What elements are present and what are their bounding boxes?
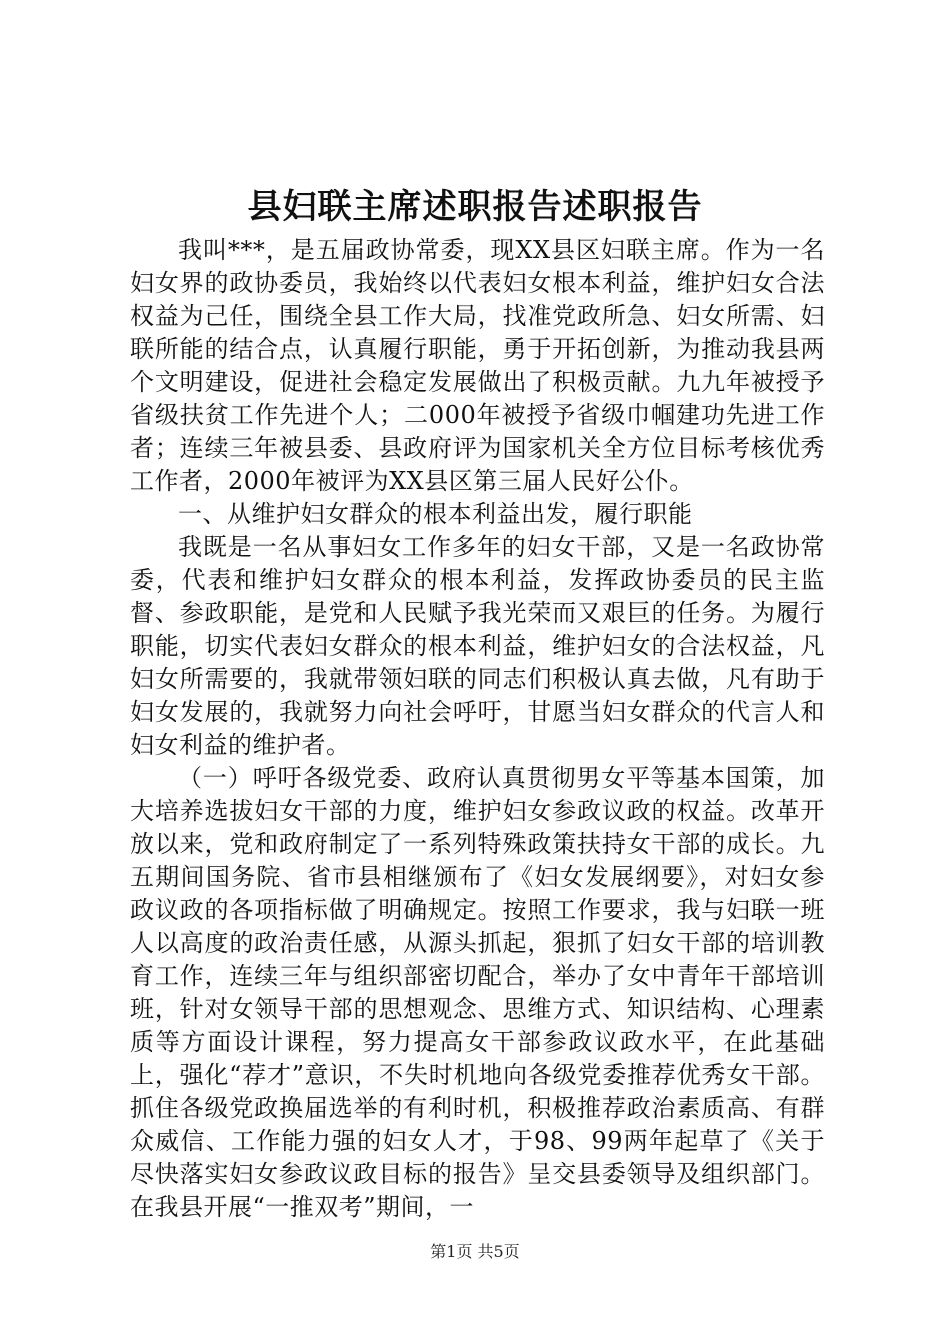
paragraph-intro: 我叫***，是五届政协常委，现XX县区妇联主席。作为一名妇女界的政协委员，我始终以代表妇女根本利益，维护妇女合法权益为己任，围绕全县工作大局，找准党政所急、妇女所需、妇联所能的结合点，认真履行职能，勇于开拓创新，为推动我县两个文明建设，促进社会稳定发展做出了积极贡献。九九年被授予省级扶贫工作先进个人；二000年被授予省级巾帼建功先进工作者；连续三年被县委、县政府评为国家机关全方位目标考核优秀工作者，2000年被评为XX县区第三届人民好公仆。 xyxy=(130,236,825,495)
document-body xyxy=(130,234,825,1224)
paragraph-subsection-1: （一）呼吁各级党委、政府认真贯彻男女平等基本国策，加大培养选拔妇女干部的力度，维护妇女参政议政的权益。改革开放以来，党和政府制定了一系列特殊政策扶持女干部的成长。九五期间国务院、省市县相继颁布了《妇女发展纲要》，对妇女参政议政的各项指标做了明确规定。按照工作要求，我与妇联一班人以高度的政治责任感，从源头抓起，狠抓了妇女干部的培训教育工作，连续三年与组织部密切配合，举办了女中青年干部培训班，针对女领导干部的思想观念、思维方式、知识结构、心理素质等方面设计课程，努力提高女干部参政议政水平，在此基础上，强化“荐才”意识，不失时机地向各级党委推荐优秀女干部。抓住各级党政换届选举的有利时机，积极推荐政治素质高、有群众威信、工作能力强的妇女人才，于98、99两年起草了《关于尽快落实妇女参政议政目标的报告》呈交县委领导及组织部门。在我县开展“一推双考”期间，一 xyxy=(130,764,825,1221)
page-number-footer: 第1页 共5页 xyxy=(430,1242,520,1261)
document-title: 县妇联主席述职报告述职报告 xyxy=(247,187,703,227)
paragraph-section-body: 我既是一名从事妇女工作多年的妇女干部，又是一名政协常委，代表和维护妇女群众的根本利益，发挥政协委员的民主监督、参政职能，是党和人民赋予我光荣而又艰巨的任务。为履行职能，切实代表妇女群众的根本利益，维护妇女的合法权益，凡妇女所需要的，我就带领妇联的同志们积极认真去做，凡有助于妇女发展的，我就努力向社会呼吁，甘愿当妇女群众的代言人和妇女利益的维护者。 xyxy=(130,533,825,759)
section-heading: 一、从维护妇女群众的根本利益出发，履行职能 xyxy=(178,500,693,528)
